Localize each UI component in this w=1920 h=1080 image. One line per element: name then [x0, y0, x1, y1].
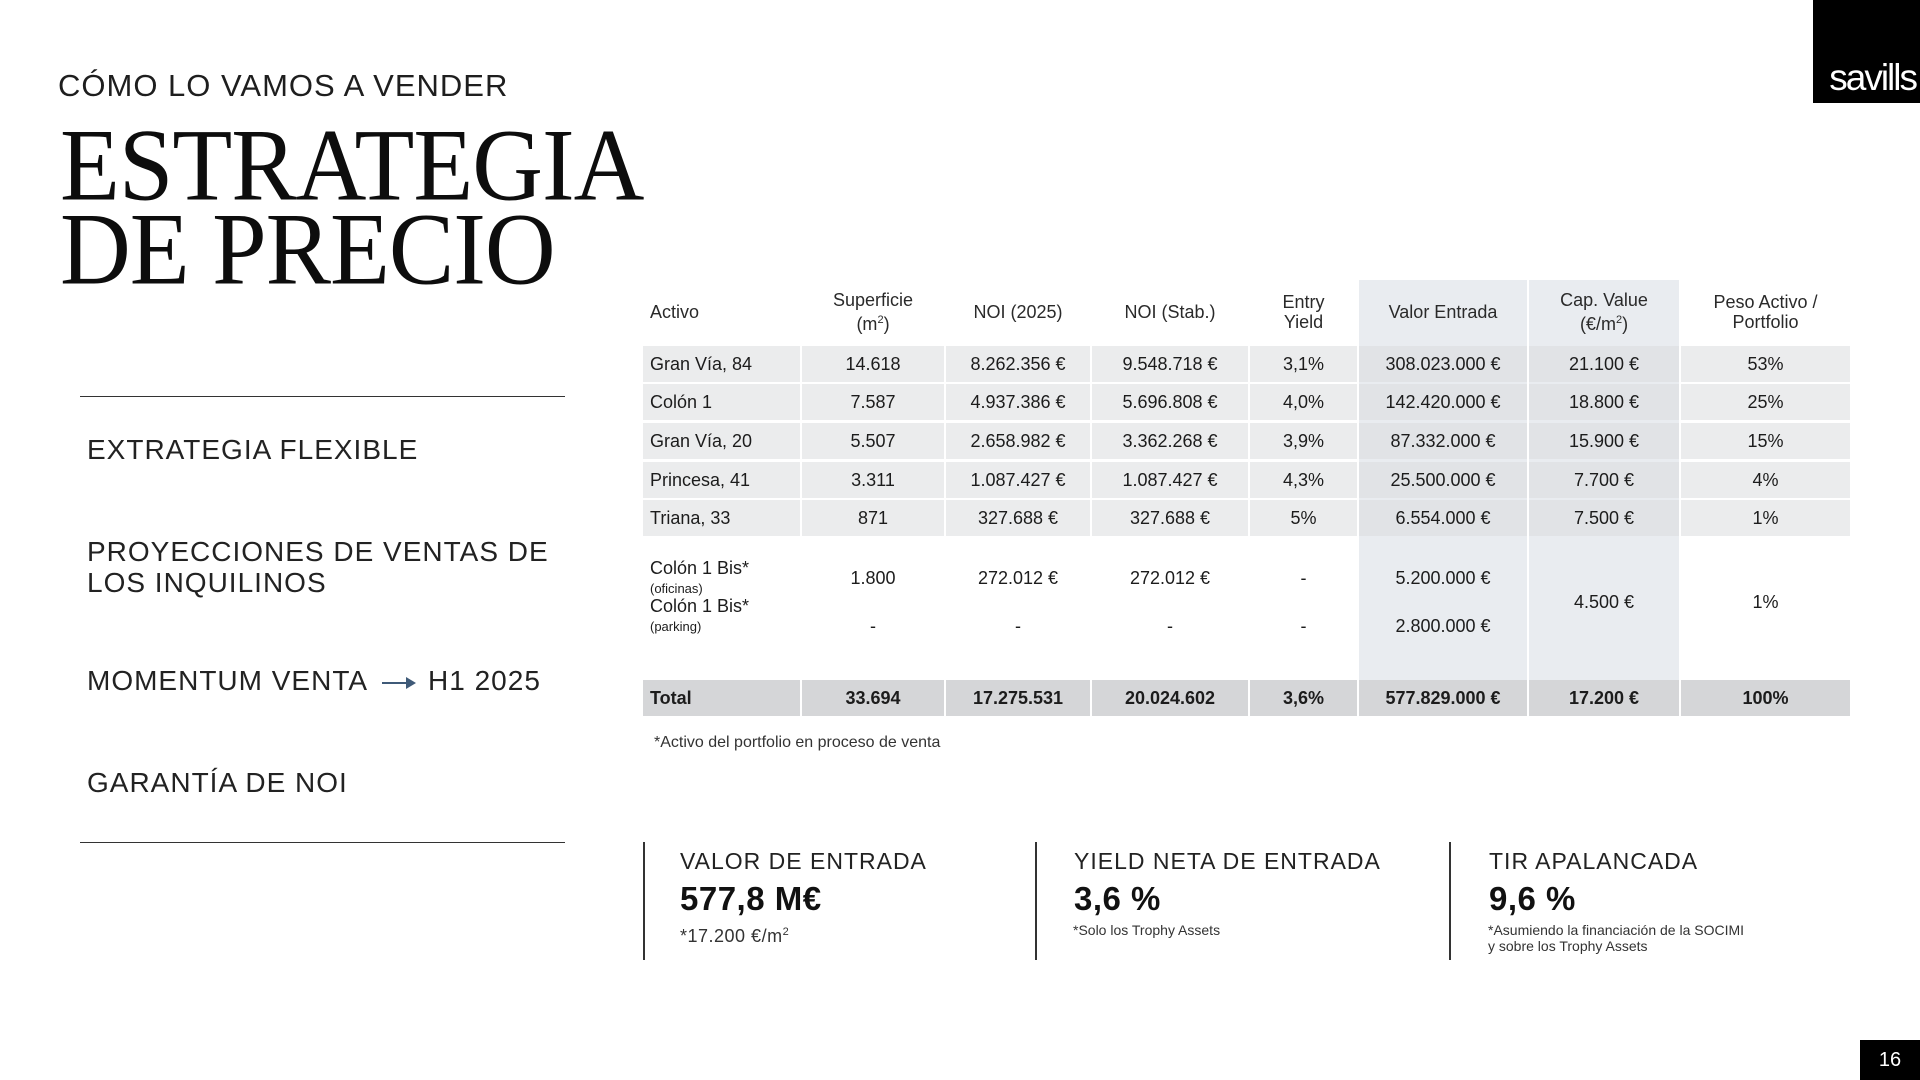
row-0-cap: 21.100 €: [1568, 353, 1640, 374]
row-0-activo: Gran Vía, 84: [650, 353, 753, 374]
row-1-cap: 18.800 €: [1568, 391, 1640, 412]
row-0-yield: 3,1%: [1282, 353, 1325, 374]
total-activo: Total: [650, 687, 692, 708]
kpi-tir-value: 9,6 %: [1489, 880, 1576, 917]
header-noi-stab: NOI (Stab.): [1124, 302, 1216, 322]
row-4-valor: 6.554.000 €: [1395, 507, 1491, 528]
row-1-activo: Colón 1: [650, 391, 713, 412]
page-number: 16: [1860, 1040, 1920, 1080]
row-0-peso: 53%: [1747, 353, 1784, 374]
colon-bis-oficinas-yield: -: [1300, 567, 1307, 588]
row-0-noi: 8.262.356 €: [970, 353, 1066, 374]
projections-line-2: LOS INQUILINOS: [87, 567, 327, 598]
row-1-valor: 142.420.000 €: [1385, 391, 1501, 412]
row-2-peso: 15%: [1747, 430, 1784, 451]
header-cap-value: Cap. Value $(€/m^2)$: [1560, 290, 1648, 334]
colon-bis-oficinas-sup: 1.800: [850, 567, 896, 588]
colon-bis-oficinas-noi: 272.012 €: [977, 567, 1059, 588]
row-2-yield: 3,9%: [1282, 430, 1325, 451]
header-peso-activo: Peso Activo / Portfolio: [1713, 292, 1818, 332]
total-cap: 17.200 €: [1568, 687, 1640, 708]
logo-text: savills: [1829, 57, 1916, 98]
row-2-stab: 3.362.268 €: [1122, 430, 1218, 451]
kpi-valor-label: VALOR DE ENTRADA: [680, 848, 927, 874]
row-2-valor: 87.332.000 €: [1390, 430, 1496, 451]
momentum-date: H1 2025: [428, 665, 541, 696]
header-superficie: Superficie $(m^2)$: [832, 290, 914, 334]
row-2-noi: 2.658.982 €: [970, 430, 1066, 451]
colon-bis-parking-noi: -: [1015, 615, 1021, 636]
row-3-peso: 4%: [1752, 469, 1779, 490]
header-noi-2025: NOI (2025): [973, 302, 1063, 322]
savills-logo: [1813, 0, 1920, 103]
kpi-valor-value: 577,8 M€: [680, 880, 822, 917]
strategy-item-projections: [87, 536, 549, 598]
title-line-2: DE PRECIO: [60, 193, 555, 307]
row-3-activo: Princesa, 41: [650, 469, 751, 490]
momentum-label: MOMENTUM VENTA: [87, 665, 369, 696]
row-2-activo: Gran Vía, 20: [650, 430, 753, 451]
kpi-tir-label: TIR APALANCADA: [1489, 848, 1699, 874]
colon-bis-peso: 1%: [1752, 591, 1779, 612]
colon-bis-parking-name: Colón 1 Bis* (parking): [650, 596, 750, 634]
row-0-sup: 14.618: [845, 353, 901, 374]
row-0-stab: 9.548.718 €: [1122, 353, 1218, 374]
row-4-sup: 871: [857, 507, 889, 528]
pricing-table: [643, 280, 1850, 716]
colon-bis-parking-yield: -: [1300, 615, 1307, 636]
row-0-valor: 308.023.000 €: [1385, 353, 1501, 374]
strategy-item-flexible: EXTRATEGIA FLEXIBLE: [87, 434, 419, 465]
colon-bis-parking-stab: -: [1167, 615, 1173, 636]
page-subtitle: CÓMO LO VAMOS A VENDER: [58, 68, 509, 103]
row-3-valor: 25.500.000 €: [1390, 469, 1496, 490]
colon-bis-oficinas-stab: 272.012 €: [1129, 567, 1211, 588]
strategy-item-momentum: [87, 665, 541, 696]
row-4-stab: 327.688 €: [1129, 507, 1211, 528]
header-entry-yield: Entry Yield: [1282, 292, 1325, 332]
kpi-yield-note: *Solo los Trophy Assets: [1073, 922, 1221, 938]
kpi-yield-value: 3,6 %: [1074, 880, 1161, 917]
arrow-right-icon: [382, 682, 414, 684]
strategy-item-noi: GARANTÍA DE NOI: [87, 767, 348, 798]
colon-bis-oficinas-name: Colón 1 Bis* (oficinas): [650, 558, 750, 596]
kpi-divider-1: [643, 842, 645, 960]
row-4-activo: Triana, 33: [650, 507, 731, 528]
header-valor-entrada: Valor Entrada: [1388, 302, 1498, 322]
colon-bis-parking-sup: -: [870, 615, 876, 636]
row-3-sup: 3.311: [851, 469, 895, 490]
header-activo: Activo: [650, 302, 700, 322]
title-line-1: ESTRATEGIA: [60, 109, 644, 223]
total-stab: 20.024.602: [1124, 687, 1216, 708]
table-footnote: *Activo del portfolio en proceso de venta: [654, 734, 941, 751]
divider-bottom: [80, 842, 565, 843]
row-3-noi: 1.087.427 €: [970, 469, 1066, 490]
row-1-sup: 7.587: [850, 391, 896, 412]
row-4-peso: 1%: [1752, 507, 1779, 528]
colon-bis-cap: 4.500 €: [1573, 591, 1635, 612]
total-noi: 17.275.531: [972, 687, 1064, 708]
row-3-stab: 1.087.427 €: [1122, 469, 1218, 490]
kpi-divider-3: [1449, 842, 1451, 960]
row-3-cap: 7.700 €: [1573, 469, 1635, 490]
kpi-valor-note: *17.200 $€/m^2$: [680, 926, 790, 946]
total-peso: 100%: [1742, 687, 1789, 708]
row-2-cap: 15.900 €: [1568, 430, 1640, 451]
divider-top: [80, 396, 565, 397]
kpi-tir-note: *Asumiendo la financiación de la SOCIMI y sobre los Trophy Assets: [1488, 922, 1745, 954]
total-sup: 33.694: [845, 687, 901, 708]
row-4-yield: 5%: [1290, 507, 1317, 528]
projections-line-1: PROYECCIONES DE VENTAS DE: [87, 536, 549, 567]
row-1-yield: 4,0%: [1282, 391, 1325, 412]
row-1-peso: 25%: [1747, 391, 1784, 412]
total-valor: 577.829.000 €: [1385, 687, 1501, 708]
row-4-noi: 327.688 €: [977, 507, 1059, 528]
row-1-stab: 5.696.808 €: [1122, 391, 1218, 412]
total-yield: 3,6%: [1282, 687, 1325, 708]
colon-bis-oficinas-valor: 5.200.000 €: [1395, 567, 1491, 588]
colon-bis-parking-valor: 2.800.000 €: [1395, 615, 1491, 636]
page-title: [60, 109, 644, 307]
row-1-noi: 4.937.386 €: [970, 391, 1066, 412]
kpi-yield-label: YIELD NETA DE ENTRADA: [1074, 848, 1381, 874]
row-2-sup: 5.507: [850, 430, 896, 451]
kpi-divider-2: [1035, 842, 1037, 960]
row-4-cap: 7.500 €: [1573, 507, 1635, 528]
row-3-yield: 4,3%: [1282, 469, 1325, 490]
